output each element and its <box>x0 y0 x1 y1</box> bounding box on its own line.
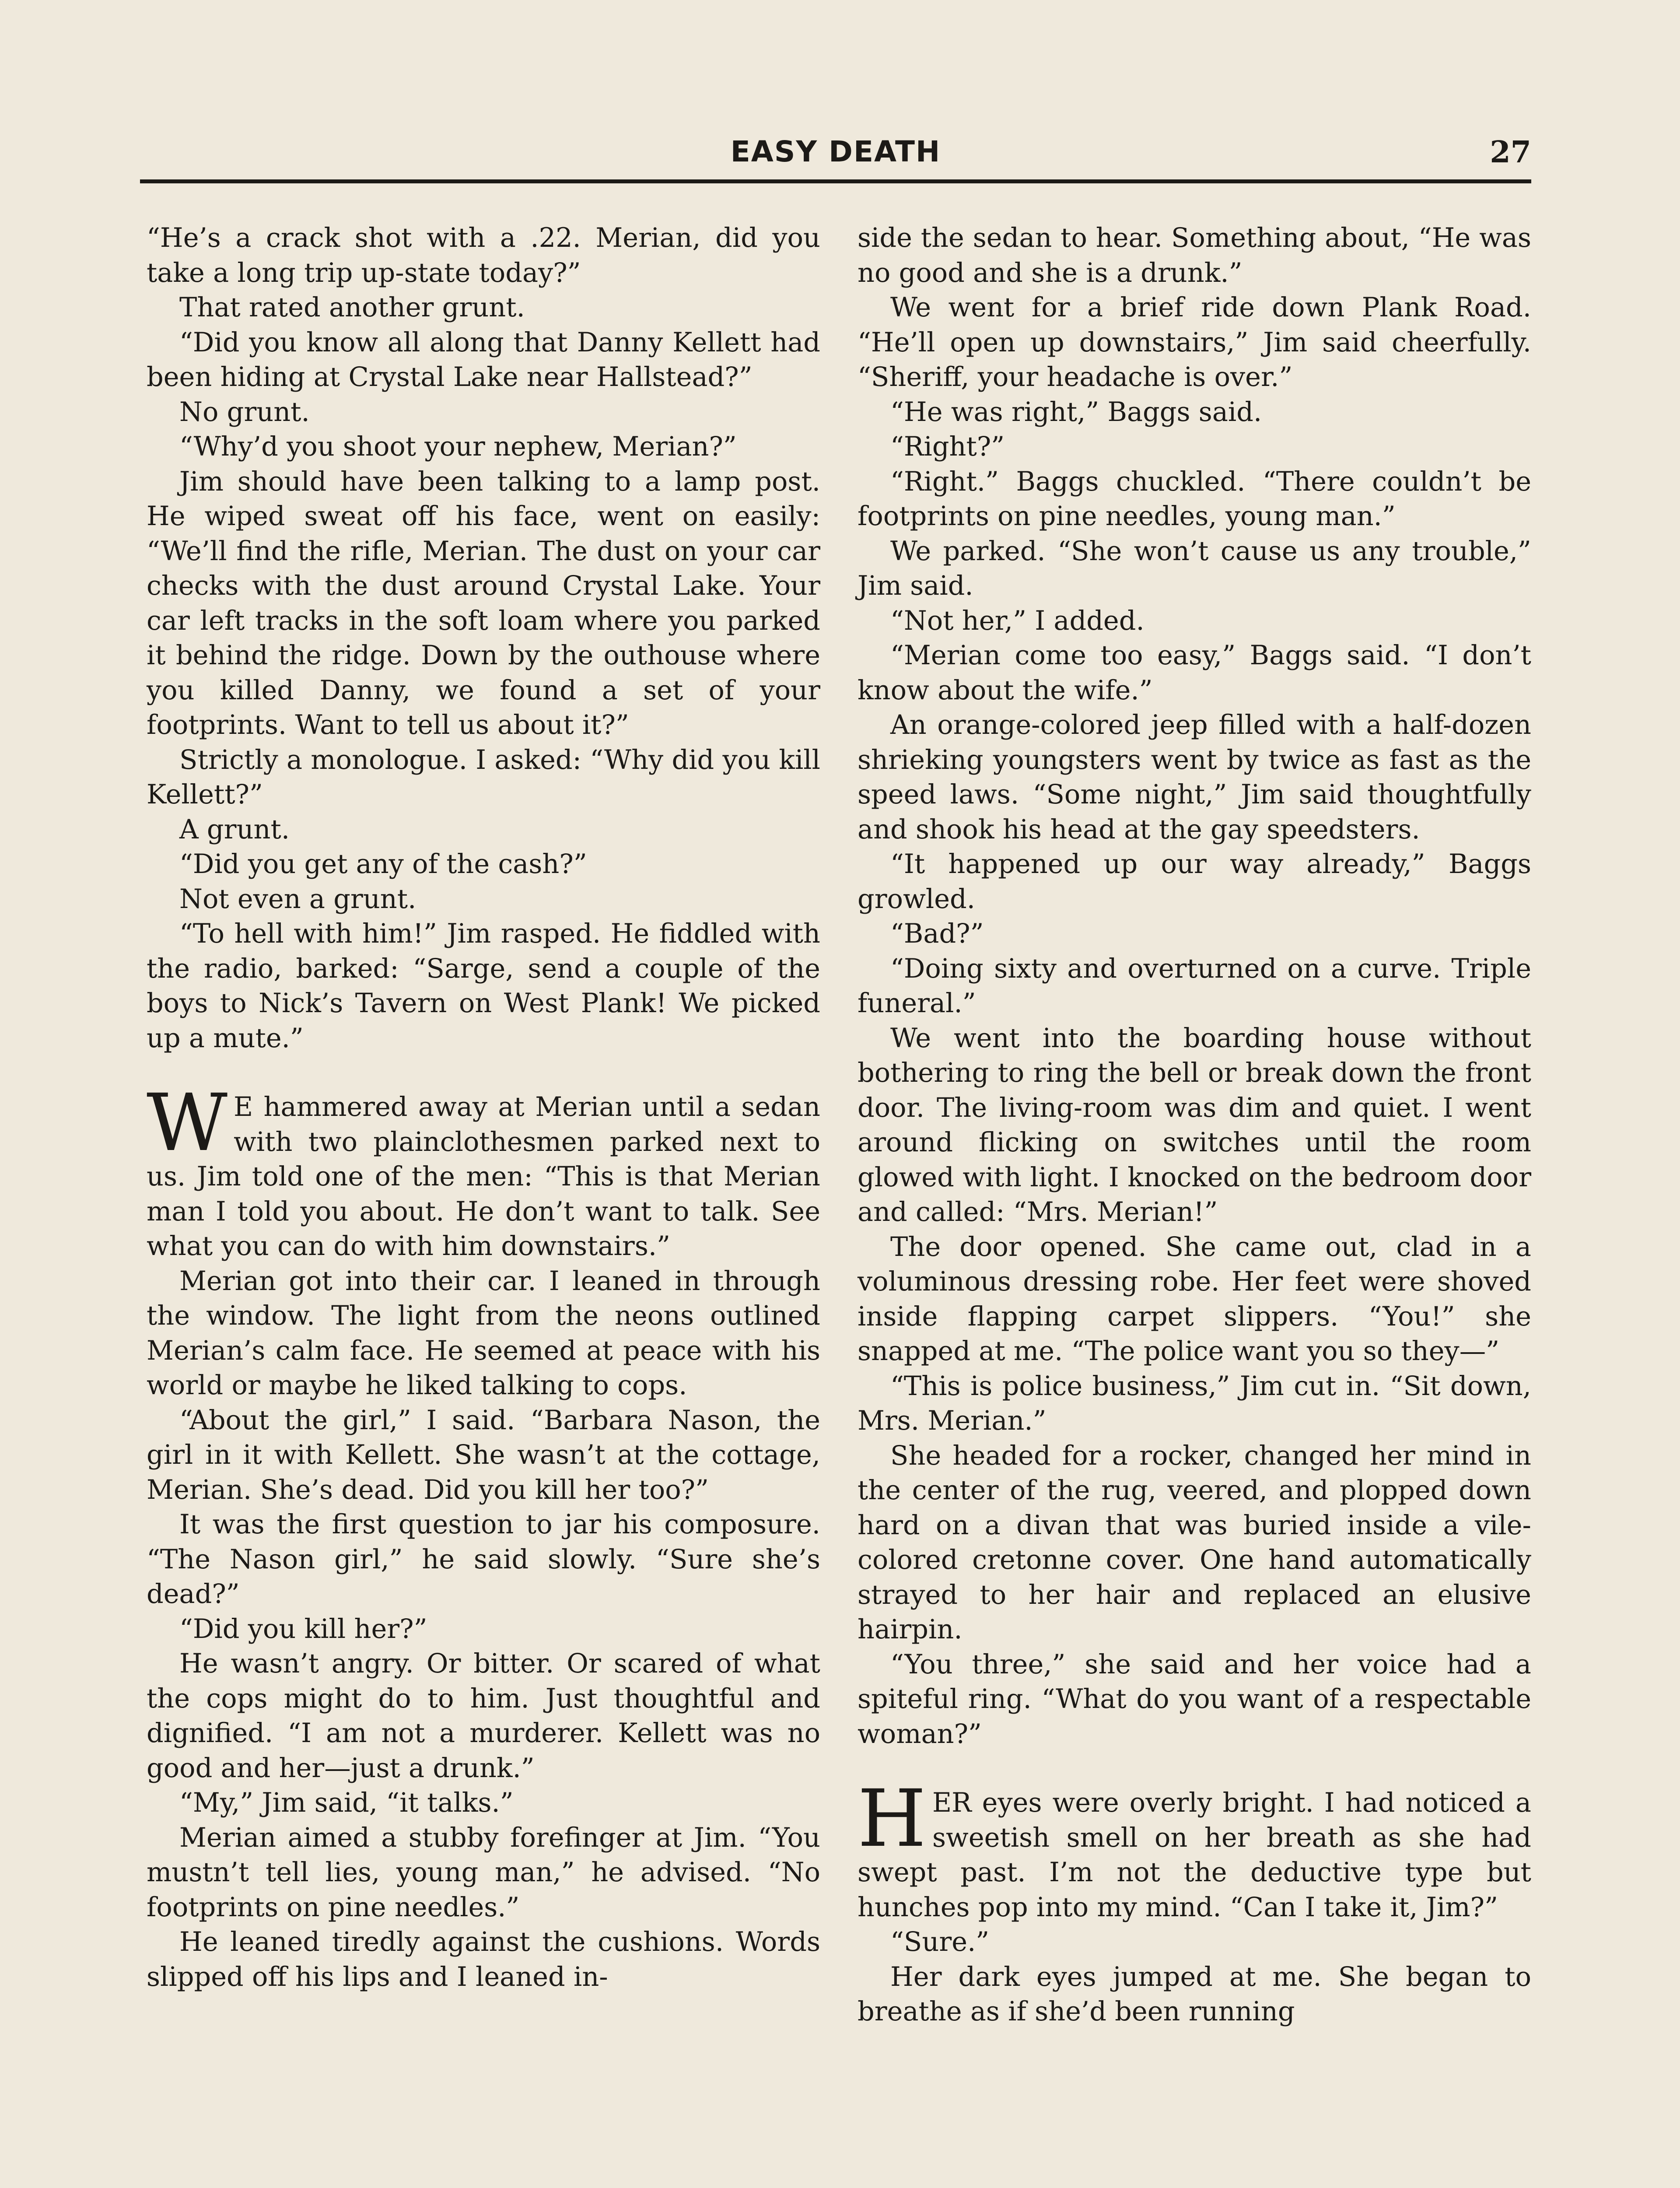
running-title: EASY DEATH <box>730 135 941 168</box>
paragraph: A grunt. <box>179 814 290 845</box>
paragraph: “Merian come too easy,” Baggs said. “I don’t know about the wife.” <box>858 640 1531 706</box>
section-opening-paragraph <box>147 1077 820 1264</box>
paragraph: It was the first question to jar his composure. “The Nason girl,” he said slowly. “Sure she’s dead?” <box>147 1509 820 1609</box>
right-column <box>858 221 1531 2030</box>
paragraph: “Did you know all along that Danny Kellett had been hiding at Crystal Lake near Hallstead?” <box>147 327 820 393</box>
drop-cap: W <box>147 1077 228 1169</box>
paragraph: No grunt. <box>179 396 310 428</box>
paragraph: “It happened up our way already,” Baggs growled. <box>858 849 1531 915</box>
paragraph: “To hell with him!” Jim rasped. He fiddled with the radio, barked: “Sarge, send a couple of the boys to Nick’s Tavern on West Plank! We picked up a mute.” <box>147 919 820 1054</box>
header-rule <box>140 179 1531 183</box>
paragraph: “About the girl,” I said. “Barbara Nason, the girl in it with Kellett. She wasn’t at the cottage, Merian. She’s dead. Did you kill her too?” <box>147 1405 820 1505</box>
drop-cap: H <box>858 1773 926 1865</box>
paragraph: He wasn’t angry. Or bitter. Or scared of what the cops might do to him. Just thoughtful and dignified. “I am not a murderer. Kellett was no good and her—just a drunk.” <box>147 1648 820 1784</box>
paragraph: Merian aimed a stubby forefinger at Jim. “You mustn’t tell lies, young man,” he advised. “No footprints on pine needles.” <box>147 1822 820 1923</box>
section-break <box>147 1056 820 1090</box>
paragraph-text: ER eyes were overly bright. I had noticed a sweetish smell on her breath as she had swept past. I’m not the deductive type but hunches pop into my mind. “Can I take it, Jim?” <box>858 1788 1531 1923</box>
section-opening-paragraph <box>858 1773 1531 1925</box>
paragraph: Not even a grunt. <box>179 884 416 915</box>
left-column <box>147 221 820 1995</box>
paragraph: Strictly a monologue. I asked: “Why did you kill Kellett?” <box>147 744 820 810</box>
paragraph: That rated another grunt. <box>179 292 525 323</box>
paragraph: “Right?” <box>890 431 1005 462</box>
paragraph: “Right.” Baggs chuckled. “There couldn’t be footprints on pine needles, young man.” <box>858 466 1531 532</box>
paragraph: “Did you get any of the cash?” <box>179 849 587 880</box>
paragraph: “He’s a crack shot with a .22. Merian, did you take a long trip up-state today?” <box>147 223 820 288</box>
paragraph: “Not her,” I added. <box>890 605 1144 636</box>
paragraph: We went into the boarding house without bothering to ring the bell or break down the front door. The living-room was dim and quiet. I went around flicking on switches until the room glowed with light. I knocked on the bedroom door and called: “Mrs. Merian!” <box>858 1023 1531 1227</box>
paragraph: “Why’d you shoot your nephew, Merian?” <box>179 431 737 462</box>
paragraph: “This is police business,” Jim cut in. “Sit down, Mrs. Merian.” <box>858 1371 1531 1436</box>
paragraph: Jim should have been talking to a lamp post. He wiped sweat off his face, went on easily: “We’ll find the rifle, Merian. The dust on your car checks with the dust around Crystal Lake. Your car left tracks in the soft loam where you parked it behind the ridge. Down by the outhouse where you killed Danny, we found a set of your footprints. Want to tell us about it?” <box>147 466 820 740</box>
paragraph: She headed for a rocker, changed her mind in the center of the rug, veered, and plopped down hard on a divan that was buried inside a vile-colored cretonne cover. One hand automatically strayed to her hair and replaced an elusive hairpin. <box>858 1440 1531 1645</box>
paragraph: We parked. “She won’t cause us any trouble,” Jim said. <box>858 536 1531 601</box>
paragraph: Her dark eyes jumped at me. She began to breathe as if she’d been running <box>858 1961 1531 2027</box>
page-number: 27 <box>1490 135 1531 170</box>
paragraph: An orange-colored jeep filled with a half-dozen shrieking youngsters went by twice as fast as the speed laws. “Some night,” Jim said thoughtfully and shook his head at the gay speedsters. <box>858 710 1531 845</box>
paragraph: “Did you kill her?” <box>179 1613 427 1645</box>
paragraph: “My,” Jim said, “it talks.” <box>179 1788 514 1818</box>
section-break <box>858 1752 1531 1786</box>
paragraph-text: E hammered away at Merian until a sedan with two plainclothesmen parked next to us. Jim told one of the men: “This is that Merian man I told you about. He don’t want to talk. See what you can do with him downstairs.” <box>147 1092 820 1262</box>
paragraph: side the sedan to hear. Something about, “He was no good and she is a drunk.” <box>858 223 1531 288</box>
paragraph: He leaned tiredly against the cushions. Words slipped off his lips and I leaned in- <box>147 1927 820 1992</box>
paragraph: “Sure.” <box>890 1927 990 1957</box>
paragraph: The door opened. She came out, clad in a voluminous dressing robe. Her feet were shoved inside flapping carpet slippers. “You!” she snapped at me. “The police want you so they—” <box>858 1231 1531 1367</box>
paragraph: “Bad?” <box>890 919 984 949</box>
page-header <box>140 131 1531 175</box>
paragraph: “Doing sixty and overturned on a curve. Triple funeral.” <box>858 953 1531 1019</box>
paragraph: We went for a brief ride down Plank Road. “He’ll open up downstairs,” Jim said cheerfully. “Sheriff, your headache is over.” <box>858 292 1531 393</box>
paragraph: Merian got into their car. I leaned in through the window. The light from the neons outlined Merian’s calm face. He seemed at peace with his world or maybe he liked talking to cops. <box>147 1266 820 1401</box>
paragraph: “You three,” she said and her voice had a spiteful ring. “What do you want of a respectable woman?” <box>858 1649 1531 1750</box>
paragraph: “He was right,” Baggs said. <box>890 396 1262 428</box>
